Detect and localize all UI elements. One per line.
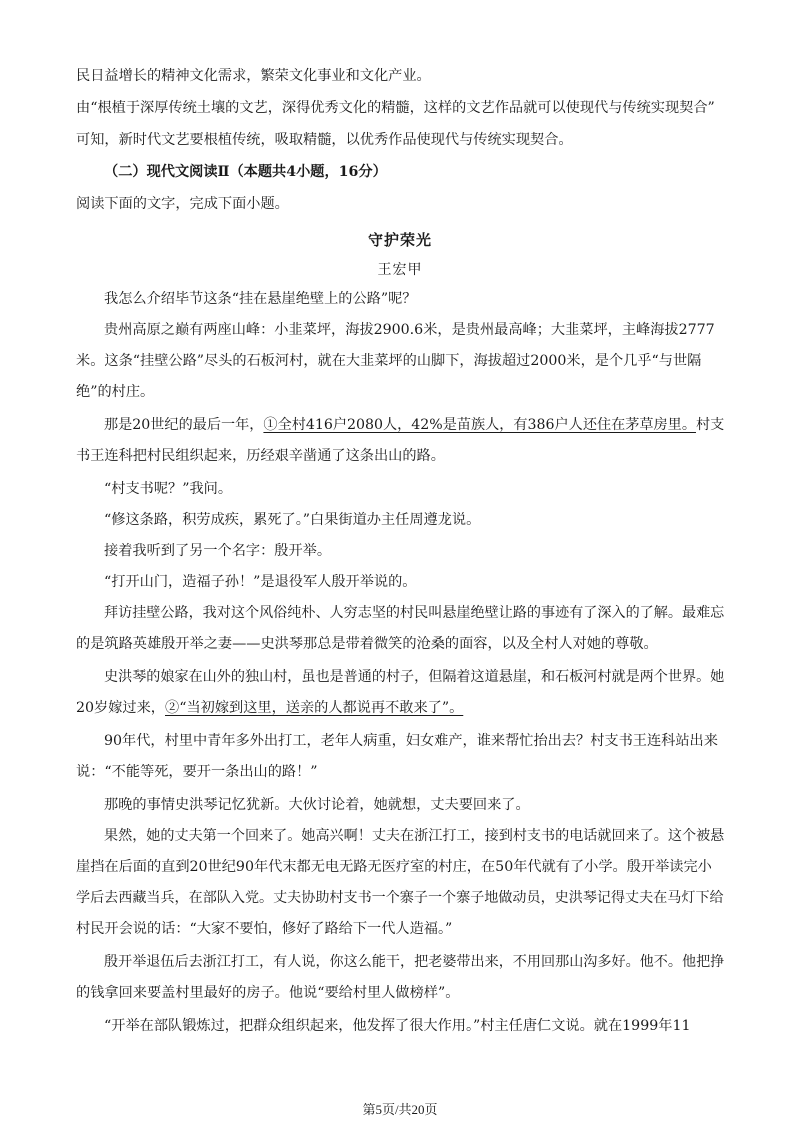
paragraph-7: “打开山门，造福子孙！”是退役军人殷开举说的。 bbox=[104, 574, 417, 590]
section-heading: （二）现代文阅读Ⅱ（本题共4小题，16分） bbox=[104, 164, 387, 180]
paragraph-12-line-2: 崖挡在后面的直到20世纪90年代末都无电无路无医疗室的村庄，在50年代就有了小学。殷开举读完小 bbox=[76, 859, 712, 875]
paragraph-2-line-1: 贵州高原之巅有两座山峰：小韭菜坪，海拔2900.6米，是贵州最高峰；大韭菜坪，主峰海拔2777 bbox=[104, 322, 715, 338]
paragraph-9-line-1: 史洪琴的娘家在山外的独山村，虽也是普通的村子，但隔着这道悬崖，和石板河村就是两个世界。她 bbox=[104, 669, 725, 685]
paragraph-2-line-3: 绝”的村庄。 bbox=[76, 384, 155, 400]
paragraph-9-line-2: 20岁嫁过来，②“当初嫁到这里，送亲的人都说再不敢来了”。 bbox=[76, 700, 464, 716]
article-title: 守护荣光 bbox=[367, 231, 432, 249]
prev-answer-line-1: 民日益增长的精神文化需求，繁荣文化事业和文化产业。 bbox=[76, 68, 431, 84]
paragraph-10-line-1: 90年代，村里中青年多外出打工，老年人病重，妇女难产，谁来帮忙抬出去？村支书王连科站出来 bbox=[104, 733, 718, 749]
paragraph-6: 接着我听到了另一个名字：殷开举。 bbox=[104, 543, 332, 559]
paragraph-14: “开举在部队锻炼过，把群众组织起来，他发挥了很大作用。”村主任唐仁文说。就在1999年11 bbox=[104, 1018, 691, 1034]
paragraph-11: 那晚的事情史洪琴记忆犹新。大伙讨论着，她就想，丈夫要回来了。 bbox=[104, 797, 530, 813]
paragraph-5: “修这条路，积劳成疾，累死了。”白果街道办主任周遵龙说。 bbox=[104, 512, 481, 528]
underlined-sentence-2: ②“当初嫁到这里，送亲的人都说再不敢来了”。 bbox=[165, 700, 464, 716]
paragraph-4: “村支书呢？”我问。 bbox=[104, 481, 233, 497]
paragraph-12-line-1: 果然，她的丈夫第一个回来了。她高兴啊！丈夫在浙江打工，接到村支书的电话就回来了。这个被悬 bbox=[104, 828, 725, 844]
article-author: 王宏甲 bbox=[377, 262, 423, 278]
prev-answer-line-2: 由“根植于深厚传统土壤的文艺，深得优秀文化的精髓，这样的文艺作品就可以使现代与传统实现契合” bbox=[76, 100, 715, 116]
underlined-sentence-1: ①全村416户2080人，42%是苗族人，有386户人还住在茅草房里。 bbox=[263, 417, 696, 433]
paragraph-13-line-1: 殷开举退伍后去浙江打工，有人说，你这么能干，把老婆带出来，不用回那山沟多好。他不。他把挣 bbox=[104, 954, 725, 970]
prev-answer-line-3: 可知，新时代文艺要根植传统，吸取精髓，以优秀作品使现代与传统实现契合。 bbox=[76, 132, 573, 148]
paragraph-3-line-2: 书王连科把村民组织起来，历经艰辛凿通了这条出山的路。 bbox=[76, 448, 445, 464]
section-instruction: 阅读下面的文字，完成下面小题。 bbox=[76, 196, 289, 212]
paragraph-12-line-4: 村民开会说的话：“大家不要怕，修好了路给下一代人造福。” bbox=[76, 921, 453, 937]
paragraph-3-line-1: 那是20世纪的最后一年，①全村416户2080人，42%是苗族人，有386户人还住在茅草房里。村支 bbox=[104, 417, 725, 433]
paragraph-13-line-2: 的钱拿回来要盖村里最好的房子。他说“要给村里人做榜样”。 bbox=[76, 985, 460, 1001]
page-number: 第5页/共20页 bbox=[362, 1102, 438, 1117]
paragraph-8-line-2: 的是筑路英雄殷开举之妻——史洪琴那总是带着微笑的沧桑的面容，以及全村人对她的尊敬。 bbox=[76, 636, 658, 652]
paragraph-10-line-2: 说：“不能等死，要开一条出山的路！” bbox=[76, 764, 318, 780]
paragraph-12-line-3: 学后去西藏当兵，在部队入党。丈夫协助村支书一个寨子一个寨子地做动员，史洪琴记得丈夫在马灯下给 bbox=[76, 890, 724, 906]
paragraph-8-line-1: 拜访挂壁公路，我对这个风俗纯朴、人穷志坚的村民叫悬崖绝壁让路的事迹有了深入的了解。最难忘 bbox=[104, 605, 725, 621]
paragraph-1: 我怎么介绍毕节这条“挂在悬崖绝壁上的公路”呢？ bbox=[104, 291, 417, 307]
paragraph-2-line-2: 米。这条“挂壁公路”尽头的石板河村，就在大韭菜坪的山脚下，海拔超过2000米，是个几乎“与世隔 bbox=[76, 353, 702, 369]
